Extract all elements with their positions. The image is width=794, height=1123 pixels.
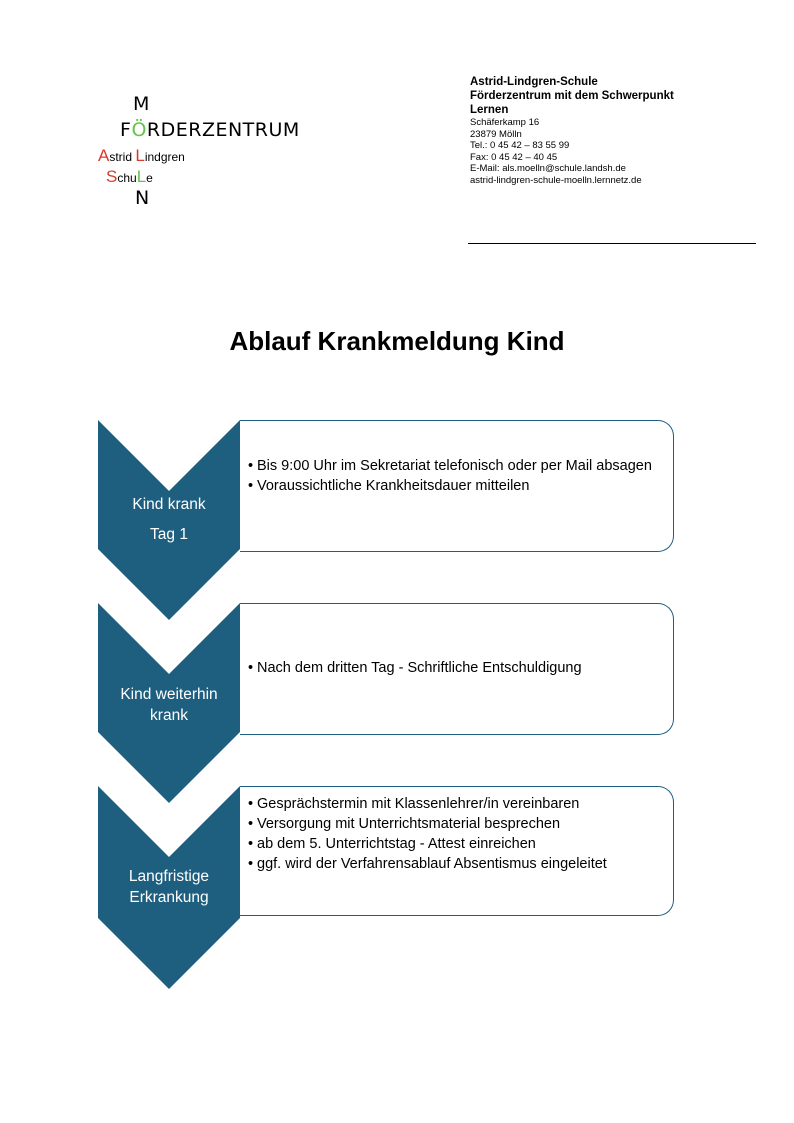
logo-astrid-lindgren: Astrid Lindgren [98, 146, 185, 165]
school-logo [98, 93, 348, 213]
step-3-bullet: • ggf. wird der Verfahrensablauf Absentismus eingeleitet [240, 856, 659, 873]
step-2-box [240, 603, 674, 735]
address-fax: Fax: 0 45 42 – 40 45 [470, 151, 558, 163]
address-email: E-Mail: als.moelln@schule.landsh.de [470, 163, 626, 174]
logo-foerderzentrum: FÖRDERZENTRUM [120, 119, 300, 141]
step-1-bullet: • Bis 9:00 Uhr im Sekretariat telefonisch oder per Mail absagen [240, 458, 659, 475]
logo-schule: SchuLe [106, 167, 153, 186]
school-subtitle-2: Lernen [470, 104, 509, 116]
page-title: Ablauf Krankmeldung Kind [229, 326, 565, 356]
step-2-label: Kind weiterhin krank [120, 686, 218, 724]
step-3-bullet: • Versorgung mit Unterrichtsmaterial besprechen [240, 816, 659, 833]
logo-letter-m: M [133, 93, 150, 115]
step-3-bullet: • Gesprächstermin mit Klassenlehrer/in vereinbaren [240, 796, 659, 813]
step-3-bullet: • ab dem 5. Unterrichtstag - Attest einreichen [240, 836, 659, 853]
address-block [470, 75, 760, 186]
step-2-bullet: • Nach dem dritten Tag - Schriftliche Entschuldigung [240, 660, 659, 677]
step-1-bullet: • Voraussichtliche Krankheitsdauer mitteilen [240, 478, 659, 495]
step-1-label: Kind krank Tag 1 [132, 496, 206, 543]
step-3-box [240, 786, 674, 916]
address-phone: Tel.: 0 45 42 – 83 55 99 [470, 140, 570, 151]
school-name: Astrid-Lindgren-Schule [470, 76, 598, 88]
address-city: 23879 Mölln [470, 128, 522, 140]
address-street: Schäferkamp 16 [470, 117, 540, 128]
logo-letter-n: N [135, 187, 150, 209]
step-3-label: Langfristige Erkrankung [128, 868, 210, 906]
school-subtitle-1: Förderzentrum mit dem Schwerpunkt [470, 90, 674, 102]
step-1-box [240, 420, 674, 552]
header-divider [468, 243, 756, 244]
address-web: astrid-lindgren-schule-moelln.lernnetz.de [470, 174, 642, 186]
